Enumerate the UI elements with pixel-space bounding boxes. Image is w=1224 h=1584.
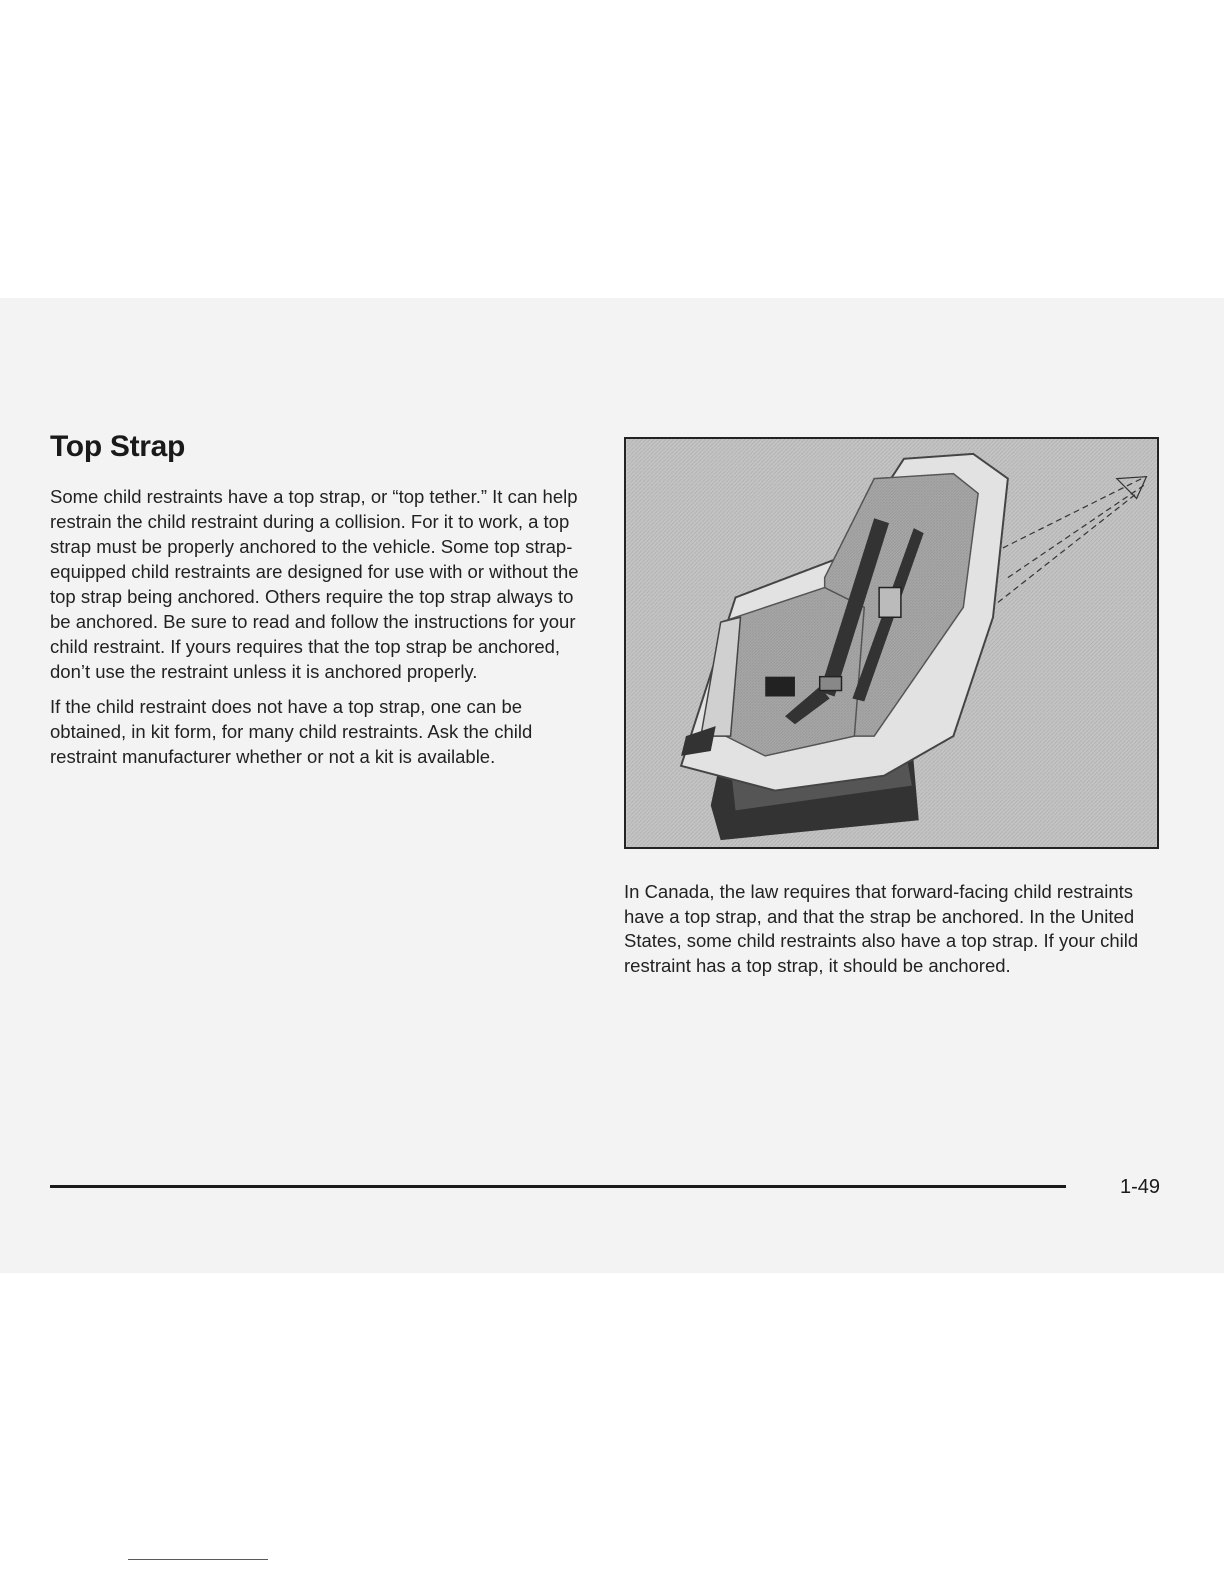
page-number: 1-49 <box>1120 1176 1161 1198</box>
paragraph-canada-law: In Canada, the law requires that forward-facing child restraints have a top strap, and that the strap be anchored. In the United States, some child restraints also have a top strap. If your child restraint has a top strap, it should be anchored. <box>624 881 1139 976</box>
paragraph-kit-availability: If the child restraint does not have a top strap, one can be obtained, in kit form, for many child restraints. Ask the child restraint manufacturer whether or not a kit is available. <box>50 696 533 767</box>
section-title: Top Strap <box>50 430 186 463</box>
paragraph-top-strap-intro: Some child restraints have a top strap, or “top tether.” It can help restrain the child restraint during a collision. For it to work, a top strap must be properly anchored to the vehicle. Some top strap-equipped child restraints are designed for use with or without the top strap being anchored. Others require the top strap always to be anchored. Be sure to read and follow the instructions for your child restraint. If yours requires that the top strap be anchored, don’t use the restraint unless it is anchored properly. <box>50 486 579 682</box>
child-seat-illustration-icon <box>626 439 1157 847</box>
bottom-underline <box>128 1559 268 1560</box>
left-column <box>50 484 590 779</box>
footer-rule <box>50 1185 1066 1188</box>
child-seat-figure <box>624 437 1159 849</box>
